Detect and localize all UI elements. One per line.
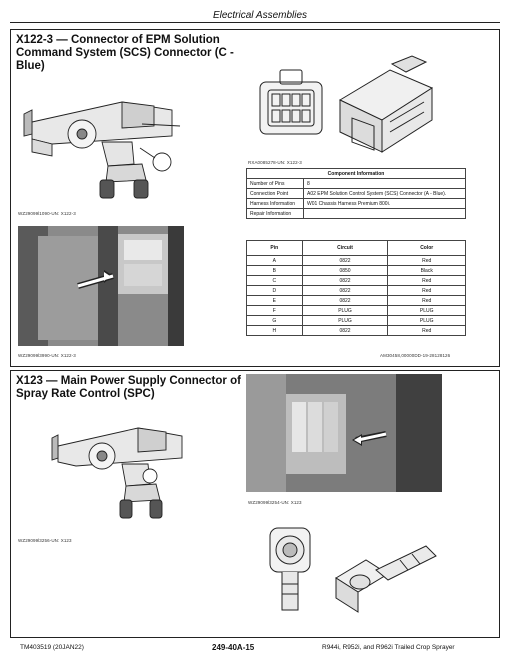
pin-cell: G	[247, 316, 303, 326]
title-line: Spray Rate Control (SPC)	[16, 388, 155, 400]
table-row	[247, 276, 466, 286]
pin-cell: F	[247, 306, 303, 316]
circuit-cell: PLUG	[302, 316, 388, 326]
color-cell: Red	[388, 286, 466, 296]
power-connector-angle-icon	[326, 530, 446, 620]
table-row	[247, 306, 466, 316]
component-info-table	[246, 168, 466, 219]
color-header: Color	[388, 241, 466, 256]
row-value: 8	[304, 179, 466, 189]
table-reference: AM30458,00000DD-19-28128126	[380, 353, 451, 358]
footer-page-number: 249-40A-15	[212, 643, 255, 652]
header-rule	[10, 22, 500, 23]
row-label: Number of Pins	[247, 179, 304, 189]
pin-cell: B	[247, 266, 303, 276]
color-cell: Red	[388, 326, 466, 336]
row-value: A02 EPM Solution Control System (SCS) Connector (A - Blue).	[304, 189, 466, 199]
connector-body-icon	[330, 52, 442, 154]
table-row	[247, 266, 466, 276]
title-line: Blue)	[16, 60, 45, 72]
title-line: Command System (SCS) Connector (C -	[16, 47, 234, 59]
connector-caption: RXA0085278-UN: X122-3	[248, 160, 302, 165]
color-cell: PLUG	[388, 316, 466, 326]
page-header-title: Electrical Assemblies	[212, 10, 308, 21]
power-connector-side-icon	[260, 514, 330, 624]
photo-caption-2: WZ29099l3254-UN: X123	[248, 500, 302, 505]
color-cell: Black	[388, 266, 466, 276]
section-x122-3-title	[16, 34, 246, 73]
table-row	[247, 199, 466, 209]
color-cell: Red	[388, 296, 466, 306]
pin-cell: A	[247, 256, 303, 266]
component-info-header: Component Information	[247, 169, 466, 179]
machine-caption-2: WZ29099l3256-UN: X123	[18, 538, 72, 543]
circuit-cell: 0822	[302, 276, 388, 286]
circuit-cell: 0822	[302, 326, 388, 336]
circuit-cell: 0822	[302, 286, 388, 296]
circuit-cell: 0850	[302, 266, 388, 276]
table-row	[247, 179, 466, 189]
pin-cell: D	[247, 286, 303, 296]
pin-header: Pin	[247, 241, 303, 256]
circuit-cell: PLUG	[302, 306, 388, 316]
table-row	[247, 326, 466, 336]
color-cell: Red	[388, 276, 466, 286]
photo-caption: WZ29099l3990-UN: X122-3	[18, 353, 76, 358]
title-line: X123 — Main Power Supply Connector of	[16, 375, 241, 387]
row-label: Repair Information	[247, 209, 304, 219]
table-row	[247, 316, 466, 326]
row-value: W01 Chassis Harness Premium 800i.	[304, 199, 466, 209]
footer-right: R944i, R952i, and R962i Trailed Crop Sprayer	[322, 644, 455, 651]
sprayer-illustration-2	[50, 410, 200, 526]
circuit-header: Circuit	[302, 241, 388, 256]
connector-location-photo-2	[246, 374, 442, 492]
machine-caption: WZ29099l1090-UN: X122-3	[18, 211, 76, 216]
photo-content	[18, 226, 184, 346]
color-cell: PLUG	[388, 306, 466, 316]
table-row	[247, 256, 466, 266]
table-row	[247, 286, 466, 296]
row-label: Harness Information	[247, 199, 304, 209]
photo-content-2	[246, 374, 442, 492]
pin-table	[246, 240, 466, 336]
footer-left: TM403519 (20JAN22)	[20, 644, 84, 651]
circuit-cell: 0822	[302, 256, 388, 266]
table-row	[247, 189, 466, 199]
connector-location-photo	[18, 226, 184, 346]
pin-cell: C	[247, 276, 303, 286]
pin-cell: H	[247, 326, 303, 336]
row-label: Connection Point	[247, 189, 304, 199]
pin-cell: E	[247, 296, 303, 306]
title-line: X122-3 — Connector of EPM Solution	[16, 34, 220, 46]
row-value	[304, 209, 466, 219]
circuit-cell: 0822	[302, 296, 388, 306]
section-x123-title	[16, 375, 251, 401]
color-cell: Red	[388, 256, 466, 266]
connector-face-icon	[256, 66, 326, 142]
table-row	[247, 209, 466, 219]
table-row	[247, 296, 466, 306]
sprayer-illustration	[22, 84, 194, 206]
